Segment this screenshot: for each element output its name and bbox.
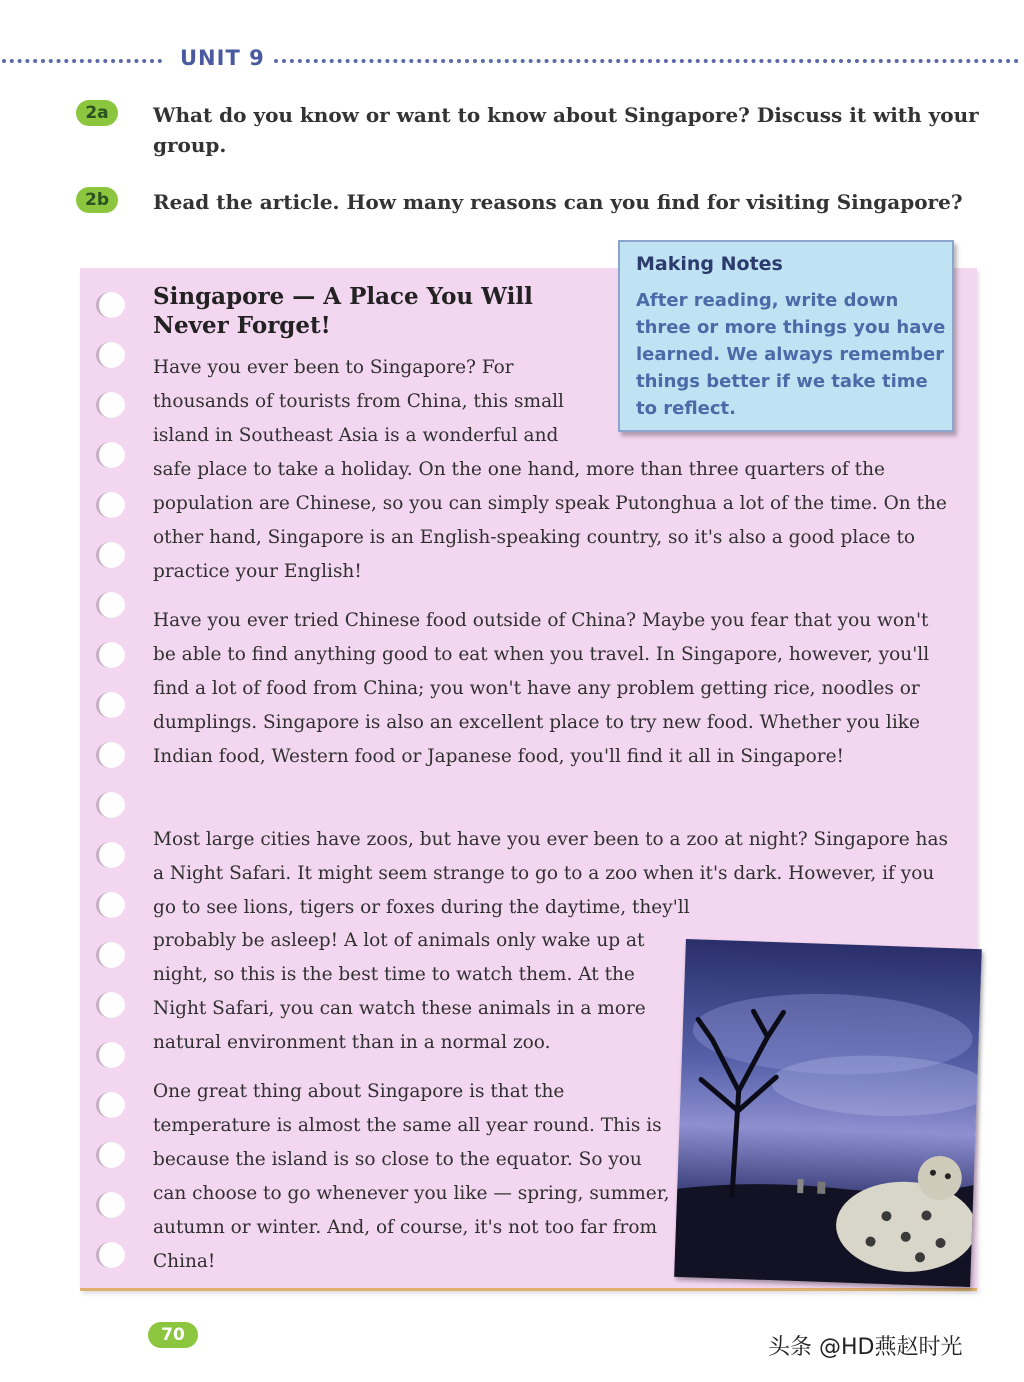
binder-hole [96, 942, 125, 968]
article-title: Singapore — A Place You Will Never Forget! [153, 283, 533, 339]
binder-hole [96, 442, 125, 468]
photo-illustration [674, 939, 982, 1287]
binder-hole [96, 1142, 125, 1168]
binder-hole [96, 542, 125, 568]
task-instruction: What do you know or want to know about Singapore? Discuss it with your group. [153, 103, 979, 157]
binder-hole [96, 592, 125, 618]
binder-hole [96, 792, 125, 818]
unit-title: UNIT 9 [180, 46, 265, 70]
paragraph-1-start: Have you ever been to Singapore? For thousands of tourists from China, this small island in Southeast Asia is a wonderful and [153, 357, 564, 446]
binder-hole [96, 342, 125, 368]
binder-hole [96, 1192, 125, 1218]
notes-body: After reading, write down three or more things you have learned. We always remember things better if we take time to reflect. [636, 290, 946, 419]
paragraph-4: One great thing about Singapore is that the temperature is almost the same all year round. This is because the island is so close to the equator. So you can choose to go whenever you like — spring, summer, autumn or winter. And, of course, it's not too far from China! [153, 1081, 670, 1272]
binder-hole [96, 992, 125, 1018]
night-safari-photo [674, 939, 982, 1287]
task-badge: 2a [76, 100, 118, 126]
paragraph-1-end: safe place to take a holiday. On the one hand, more than three quarters of the population are Chinese, so you can simply speak Putonghua a lot of the time. On the other hand, Singapore is an English-speaking country, so it's also a good place to practice your English! [153, 459, 947, 582]
binder-hole [96, 642, 125, 668]
binder-hole [96, 492, 125, 518]
binder-hole [96, 692, 125, 718]
binder-hole [96, 1242, 125, 1268]
dotted-rule-left [2, 59, 162, 63]
unit-header [0, 44, 1024, 76]
binder-hole [96, 892, 125, 918]
task-badge: 2b [76, 187, 118, 213]
binder-hole [96, 1092, 125, 1118]
dotted-rule-right [274, 59, 1019, 63]
paragraph-2: Have you ever tried Chinese food outside of China? Maybe you fear that you won't be able to find anything good to eat when you travel. In Singapore, however, you'll find a lot of food from China; you won't have any problem getting rice, noodles or dumplings. Singapore is also an excellent place to try new food. Whether you like Indian food, Western food or Japanese food, you'll find it all in Singapore! [153, 610, 930, 767]
paragraph-3-end: probably be asleep! A lot of animals only wake up at night, so this is the best time to watch them. At the Night Safari, you can watch these animals in a more natural environment than in a normal zoo. [153, 930, 646, 1053]
binder-hole [96, 292, 125, 318]
making-notes-box [618, 240, 954, 432]
binder-hole [96, 842, 125, 868]
watermark: 头条 @HD燕赵时光 [768, 1335, 963, 1360]
task-instruction: Read the article. How many reasons can you find for visiting Singapore? [153, 190, 963, 214]
notes-title: Making Notes [636, 253, 783, 275]
binder-hole [96, 1042, 125, 1068]
paragraph-3-start: Most large cities have zoos, but have you ever been to a zoo at night? Singapore has a Night Safari. It might seem strange to go to a zoo when it's dark. However, if you go to see lions, tigers or foxes during the daytime, they'll [153, 829, 948, 918]
page-number: 70 [148, 1322, 198, 1348]
binder-hole [96, 742, 125, 768]
binder-hole [96, 392, 125, 418]
